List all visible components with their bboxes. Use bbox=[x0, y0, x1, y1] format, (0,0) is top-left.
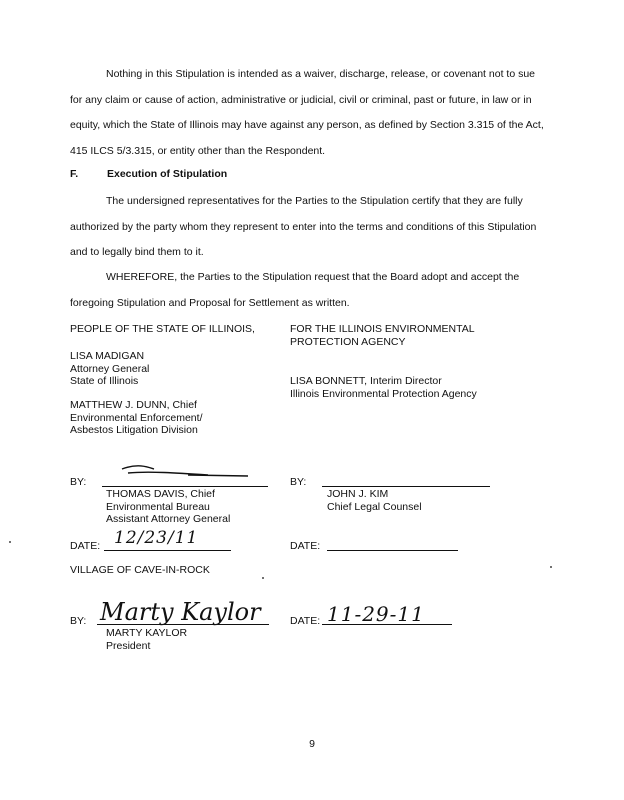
right-date-line bbox=[327, 550, 458, 551]
right-party-heading: FOR THE ILLINOIS ENVIRONMENTAL PROTECTION AGENCY bbox=[290, 323, 475, 348]
village-signature-line bbox=[97, 624, 269, 625]
paragraph-wherefore: WHEREFORE, the Parties to the Stipulation request that the Board adopt and accept the foregoing Stipulation and Proposal for Settlement as written. bbox=[70, 271, 520, 309]
left-signer-line3: Assistant Attorney General bbox=[106, 513, 231, 525]
scan-speck bbox=[9, 541, 11, 543]
village-date-value: 11-29-11 bbox=[327, 602, 425, 626]
village-date-line bbox=[322, 624, 452, 625]
scan-speck bbox=[262, 577, 264, 579]
paragraph-nonwaiver: Nothing in this Stipulation is intended as a waiver, discharge, release, or covenant not to sue for any claim or cause of action, administrative or judicial, civil or criminal, past or future, in law or in equity, which the State of Illinois may have against any person, as defined by Section 3.315 of the Act, 415 ILCS 5/3.315, or entity other than the Respondent. bbox=[70, 68, 544, 157]
left-sub-name: MATTHEW J. DUNN, Chief bbox=[70, 399, 197, 411]
right-party-name: LISA BONNETT, Interim Director bbox=[290, 375, 442, 387]
left-sub-line2: Environmental Enforcement/ bbox=[70, 411, 203, 424]
village-heading: VILLAGE OF CAVE-IN-ROCK bbox=[70, 564, 210, 576]
left-date-line bbox=[104, 550, 231, 551]
left-signer-name: THOMAS DAVIS, Chief bbox=[106, 488, 215, 500]
right-date-label: DATE: bbox=[290, 540, 321, 552]
left-signer-block bbox=[106, 488, 230, 526]
left-party-org: State of Illinois bbox=[70, 375, 139, 387]
left-party-name: LISA MADIGAN bbox=[70, 350, 145, 362]
right-signer-block bbox=[327, 488, 422, 513]
left-party-division bbox=[70, 399, 202, 437]
right-signature-line bbox=[322, 486, 490, 487]
village-signature: Marty Kaylor bbox=[100, 598, 261, 626]
section-heading bbox=[70, 168, 227, 180]
section-title: Execution of Stipulation bbox=[107, 168, 228, 180]
right-signer-line2: Chief Legal Counsel bbox=[327, 500, 422, 513]
left-signature-mark bbox=[118, 461, 258, 483]
left-signature-line bbox=[102, 486, 268, 487]
left-by-label: BY: bbox=[70, 476, 87, 488]
village-by-label: BY: bbox=[70, 615, 87, 627]
page-number: 9 bbox=[309, 738, 315, 750]
right-signer-name: JOHN J. KIM bbox=[327, 488, 389, 500]
right-party-org: Illinois Environmental Protection Agency bbox=[290, 387, 477, 400]
village-signer-block bbox=[106, 627, 187, 652]
section-letter: F. bbox=[70, 168, 79, 180]
left-party-heading: PEOPLE OF THE STATE OF ILLINOIS, bbox=[70, 323, 255, 335]
paragraph-authorization: The undersigned representatives for the Parties to the Stipulation certify that they are fully authorized by the party whom they represent to enter into the terms and conditions of this Stipulation and to legally bind them to it. bbox=[70, 195, 537, 258]
scan-speck bbox=[550, 566, 552, 568]
right-by-label: BY: bbox=[290, 476, 307, 488]
left-party-attorney-general bbox=[70, 350, 149, 388]
village-signer-title: President bbox=[106, 639, 151, 652]
left-date-value: 12/23/11 bbox=[114, 528, 199, 548]
left-party-title: Attorney General bbox=[70, 362, 150, 375]
left-signer-line2: Environmental Bureau bbox=[106, 500, 210, 513]
left-date-label: DATE: bbox=[70, 540, 101, 552]
left-sub-line3: Asbestos Litigation Division bbox=[70, 424, 198, 436]
village-date-label: DATE: bbox=[290, 615, 321, 627]
right-party-director bbox=[290, 375, 477, 400]
village-signer-name: MARTY KAYLOR bbox=[106, 627, 188, 639]
